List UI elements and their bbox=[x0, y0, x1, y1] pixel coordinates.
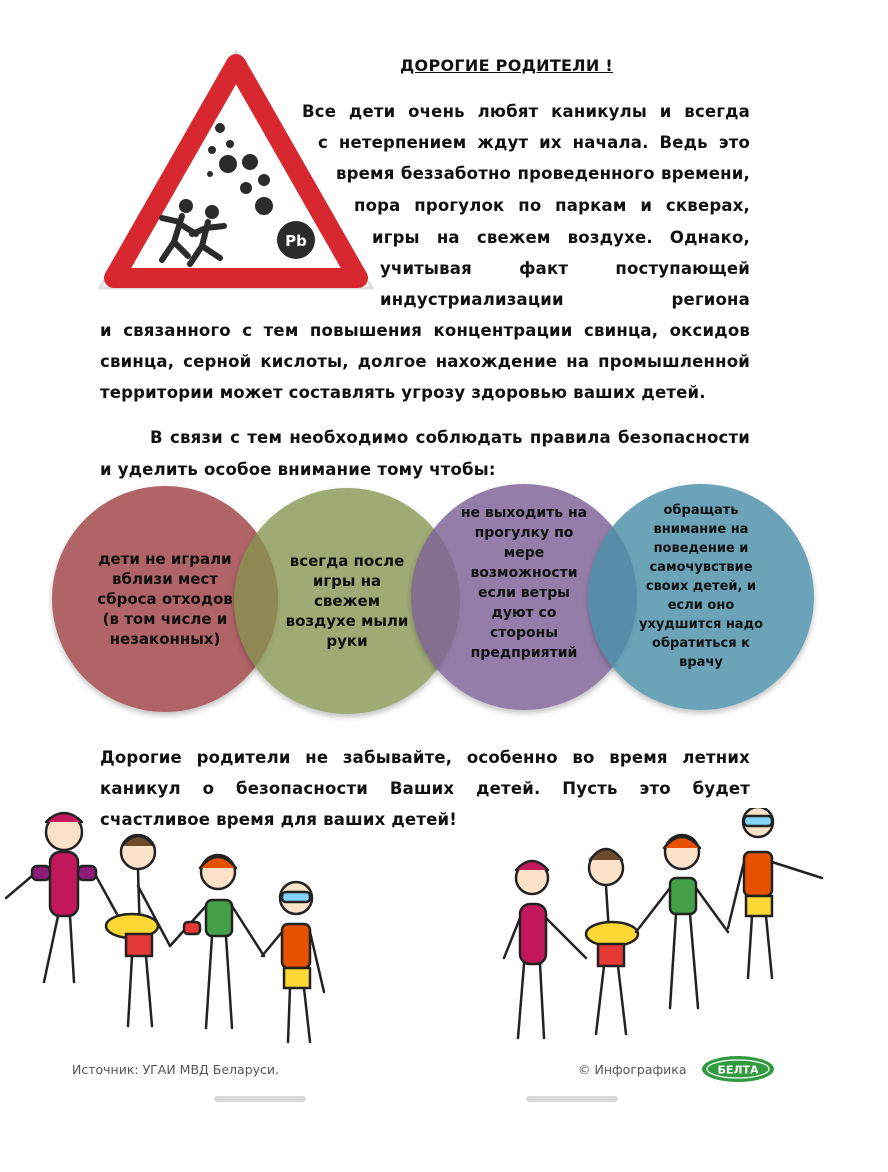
children-illustration-icon bbox=[0, 806, 360, 1050]
intro-line: и связанного с тем повышения концентрации свинца, оксидов bbox=[100, 321, 750, 340]
rule-text: всегда после игры на свежем воздухе мыли руки bbox=[285, 552, 409, 650]
intro-line: территории может составлять угрозу здоровью ваших детей. bbox=[100, 383, 706, 402]
intro-line: с нетерпением ждут их начала. Ведь это bbox=[318, 133, 750, 152]
intro-line: индустриализации региона bbox=[380, 290, 750, 309]
intro-line: учитывая факт поступающей bbox=[380, 259, 750, 278]
closing-line: Дорогие родители не забывайте, особенно во время летних bbox=[100, 748, 750, 767]
rule-text: обращать внимание на поведение и самочувствие своих детей, и если оно ухудшится надо обратиться к врачу bbox=[638, 502, 764, 670]
children-illustration-icon bbox=[496, 808, 840, 1052]
page-title: ДОРОГИЕ РОДИТЕЛИ ! bbox=[400, 56, 614, 75]
intro-line: время беззаботно проведенного времени, bbox=[336, 164, 750, 183]
svg-text:Pb: Pb bbox=[285, 232, 307, 250]
intro-line: Все дети очень любят каникулы и всегда bbox=[302, 102, 750, 121]
rule-circle-doctor bbox=[588, 484, 814, 710]
intro-line: свинца, серной кислоты, долгое нахождение на промышленной bbox=[100, 352, 750, 371]
closing-line: счастливое время для ваших детей! bbox=[100, 810, 457, 829]
bottom-divider bbox=[214, 1096, 306, 1102]
infographic-credit: © Инфографика bbox=[578, 1062, 687, 1077]
rule-text: не выходить на прогулку по мере возможности если ветры дуют со стороны предприятий bbox=[460, 505, 588, 661]
rules-line: и уделить особое внимание тому чтобы: bbox=[100, 460, 496, 479]
intro-line: пора прогулок по паркам и скверах, bbox=[354, 196, 750, 215]
intro-line: игры на свежем воздухе. Однако, bbox=[372, 228, 750, 247]
closing-line: каникул о безопасности Ваших детей. Пусть это будет bbox=[100, 779, 750, 798]
warning-sign-children-icon bbox=[96, 46, 376, 294]
svg-text:БЕЛТА: БЕЛТА bbox=[717, 1063, 759, 1077]
source-note: Источник: УГАИ МВД Беларуси. bbox=[72, 1062, 280, 1077]
belta-logo-icon bbox=[700, 1054, 776, 1084]
bottom-divider bbox=[526, 1096, 618, 1102]
rules-line: В связи с тем необходимо соблюдать правила безопасности bbox=[150, 428, 750, 447]
rule-text: дети не играли вблизи мест сброса отходов (в том числе и незаконных) bbox=[97, 550, 233, 648]
